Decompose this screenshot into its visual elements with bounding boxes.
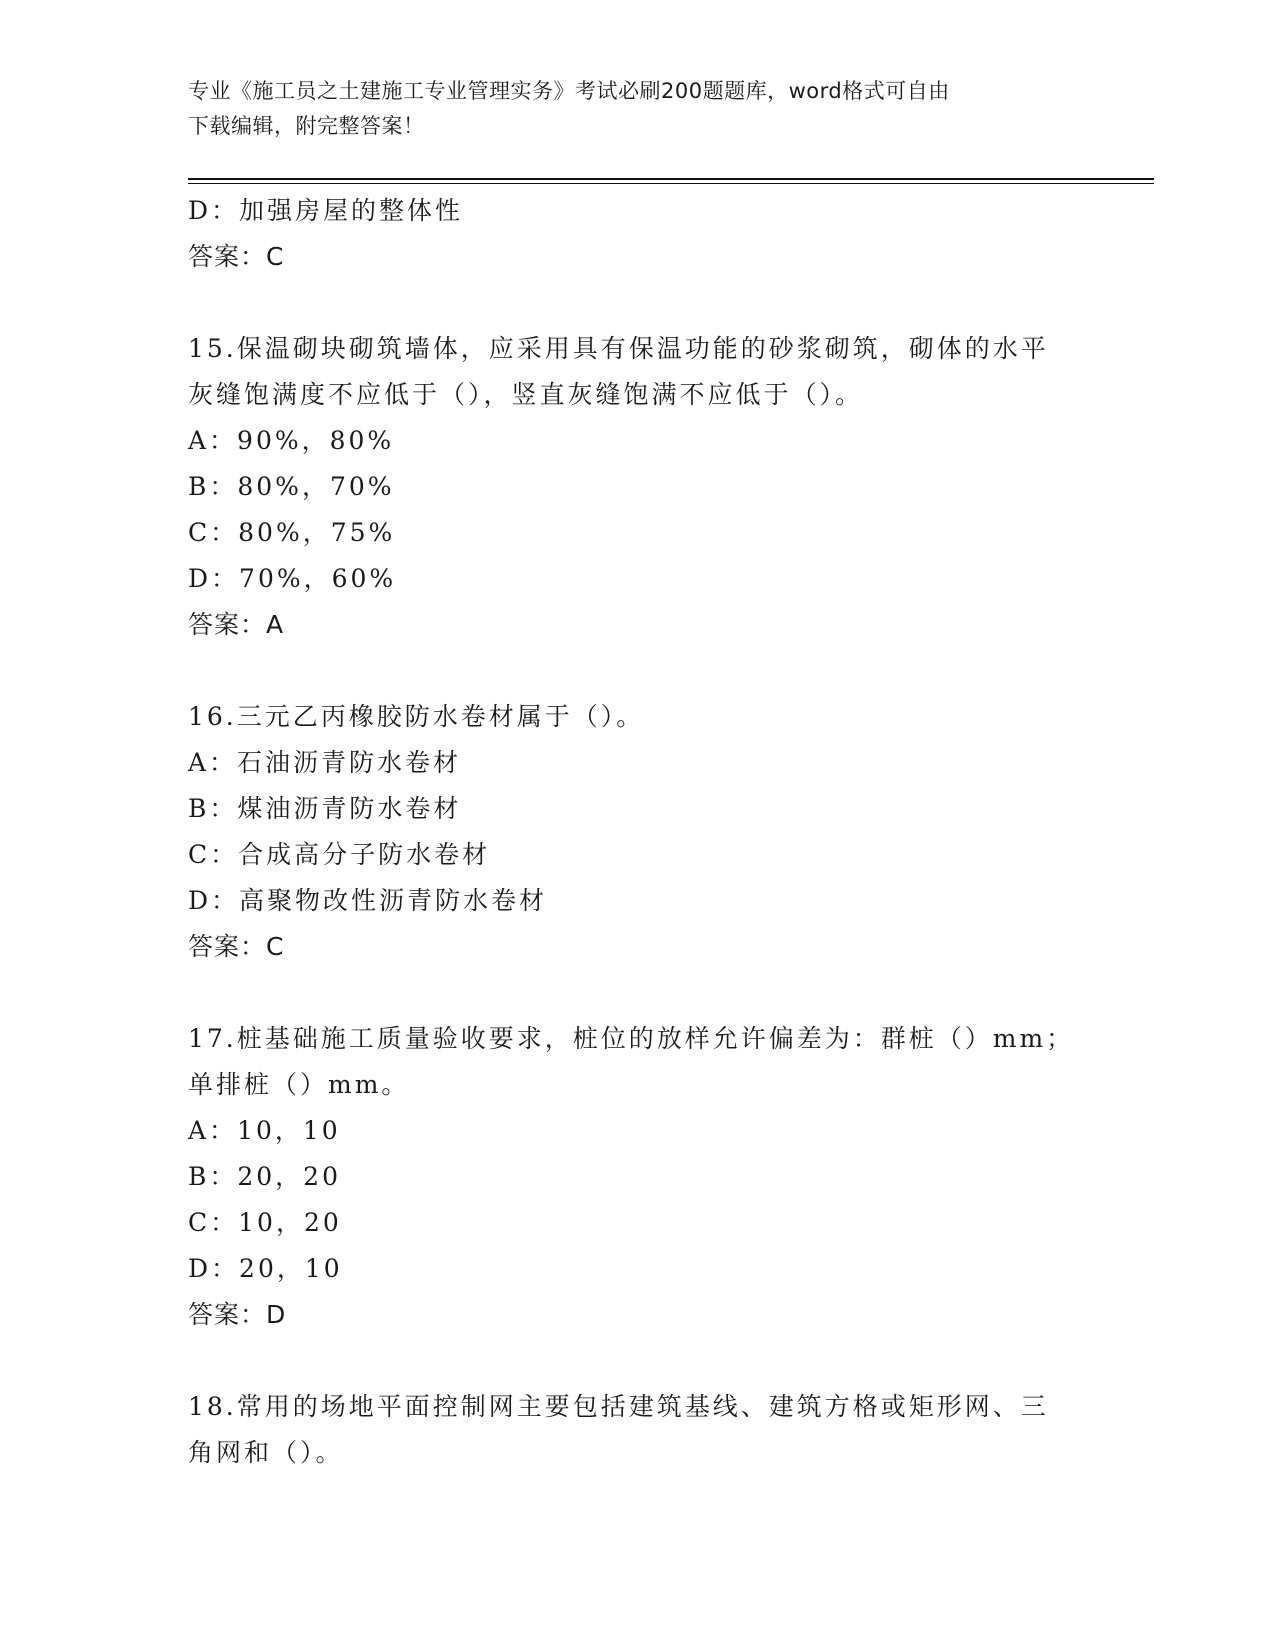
option-b: B：20，20 <box>188 1162 341 1191</box>
spacer <box>188 1338 1088 1384</box>
question-stem-line: 16.三元乙丙橡胶防水卷材属于（）。 <box>188 702 645 731</box>
question-stem-line: 角网和（）。 <box>188 1438 344 1467</box>
option-a: A：90%，80% <box>188 426 395 455</box>
option-d: D：加强房屋的整体性 <box>188 196 464 225</box>
header-divider-thick <box>188 178 1154 180</box>
spacer <box>188 970 1088 1016</box>
question-stem-line: 18.常用的场地平面控制网主要包括建筑基线、建筑方格或矩形网、三 <box>188 1392 1049 1421</box>
question-stem-line: 17.桩基础施工质量验收要求，桩位的放样允许偏差为：群桩（）mm； <box>188 1024 1075 1053</box>
document-header <box>188 74 1088 144</box>
option-d: D：70%，60% <box>188 564 397 593</box>
spacer <box>188 648 1088 694</box>
option-a: A：10，10 <box>188 1116 341 1145</box>
question-18 <box>188 1384 1088 1476</box>
question-stem-line: 单排桩（）mm。 <box>188 1070 410 1099</box>
header-divider-thin <box>188 183 1154 184</box>
answer-line: 答案：C <box>188 242 285 271</box>
answer-line: 答案：C <box>188 932 285 961</box>
question-17 <box>188 1016 1088 1338</box>
spacer <box>188 280 1088 326</box>
option-c: C：10，20 <box>188 1208 342 1237</box>
option-c: C：合成高分子防水卷材 <box>188 840 491 869</box>
question-stem-line: 15.保温砌块砌筑墙体，应采用具有保温功能的砂浆砌筑，砌体的水平 <box>188 334 1049 363</box>
answer-line: 答案：A <box>188 610 285 639</box>
question-stem-line: 灰缝饱满度不应低于（），竖直灰缝饱满不应低于（）。 <box>188 380 864 409</box>
header-line-1: 专业《施工员之土建施工专业管理实务》考试必刷200题题库，word格式可自由 <box>188 79 950 103</box>
question-list <box>188 188 1088 1476</box>
option-b: B：煤油沥青防水卷材 <box>188 794 462 823</box>
answer-line: 答案：D <box>188 1300 287 1329</box>
option-d: D：高聚物改性沥青防水卷材 <box>188 886 548 915</box>
option-a: A：石油沥青防水卷材 <box>188 748 462 777</box>
option-d: D：20，10 <box>188 1254 343 1283</box>
header-line-2: 下载编辑，附完整答案！ <box>188 114 425 138</box>
option-c: C：80%，75% <box>188 518 396 547</box>
option-b: B：80%，70% <box>188 472 395 501</box>
question-16 <box>188 694 1088 970</box>
question-15 <box>188 326 1088 648</box>
